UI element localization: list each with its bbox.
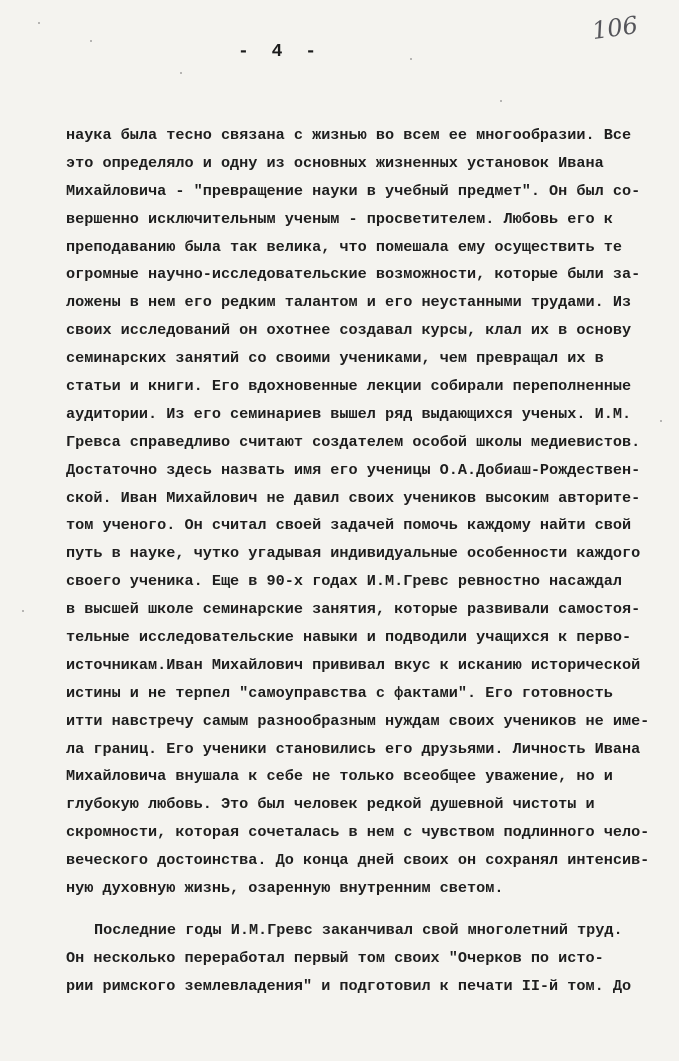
text-line: скромности, которая сочеталась в нем с чувством подлинного чело-: [66, 823, 650, 842]
scan-speck: [38, 22, 40, 24]
text-line: Гревса справедливо считают создателем особой школы медиевистов.: [66, 432, 641, 451]
text-line: своих исследований он охотнее создавал курсы, клал их в основу: [66, 321, 632, 340]
scan-speck: [22, 610, 24, 612]
scan-speck: [660, 420, 662, 422]
text-line: своего ученика. Еще в 90-х годах И.М.Гревс ревностно насаждал: [66, 572, 622, 591]
text-line: тельные исследовательские навыки и подводили учащихся к перво-: [66, 628, 632, 647]
text-line: наука была тесно связана с жизнью во всем ее многообразии. Все: [66, 126, 632, 144]
text-line: ла границ. Его ученики становились его друзьями. Личность Ивана: [66, 739, 641, 758]
text-line: аудитории. Из его семинариев вышел ряд выдающихся ученых. И.М.: [66, 404, 632, 423]
body-text: [66, 122, 672, 1001]
text-line: ской. Иван Михайлович не давил своих учеников высоким авторите-: [66, 488, 641, 507]
text-line: статьи и книги. Его вдохновенные лекции собирали переполненные: [66, 377, 632, 396]
text-line: вершенно исключительным ученым - просветителем. Любовь его к: [66, 209, 613, 228]
scan-speck: [180, 72, 182, 74]
paragraph-gap: [66, 903, 672, 917]
text-line: это определяло и одну из основных жизненных установок Ивана: [66, 153, 604, 172]
text-line: веческого достоинства. До конца дней своих он сохранял интенсив-: [66, 851, 650, 870]
text-line: источникам.Иван Михайлович прививал вкус к исканию исторической: [66, 655, 641, 674]
text-line: ную духовную жизнь, озаренную внутренним светом.: [66, 879, 504, 898]
text-line: ложены в нем его редким талантом и его неустанными трудами. Из: [66, 293, 632, 312]
text-line: путь в науке, чутко угадывая индивидуальные особенности каждого: [66, 544, 641, 563]
text-line: в высшей школе семинарские занятия, которые развивали самостоя-: [66, 600, 641, 619]
archive-number-mark: 106: [590, 10, 640, 46]
text-line: семинарских занятий со своими учениками, чем превращал их в: [66, 349, 604, 368]
text-line: рии римского землевладения" и подготовил к печати II-й том. До: [66, 976, 632, 995]
scan-speck: [90, 40, 92, 42]
text-line: том ученого. Он считал своей задачей помочь каждому найти свой: [66, 516, 632, 535]
scan-speck: [410, 58, 412, 60]
text-line: огромные научно-исследовательские возможности, которые были за-: [66, 265, 641, 284]
text-line: Последние годы И.М.Гревс заканчивал свой многолетний труд.: [94, 920, 623, 939]
text-line: Достаточно здесь назвать имя его ученицы О.А.Добиаш-Рождествен-: [66, 460, 641, 479]
text-line: итти навстречу самым разнообразным нуждам своих учеников не име-: [66, 711, 650, 730]
text-line: Михайловича - "превращение науки в учебный предмет". Он был со-: [66, 181, 641, 200]
text-line: Михайловича внушала к себе не только всеобщее уважение, но и: [66, 767, 613, 786]
page-number: - 4 -: [237, 42, 322, 62]
text-line: истины и не терпел "самоуправства с фактами". Его готовность: [66, 683, 613, 702]
text-line: преподаванию была так велика, что помешала ему осуществить те: [66, 237, 622, 256]
text-line: глубокую любовь. Это был человек редкой душевной чистоты и: [66, 795, 595, 814]
text-line: Он несколько переработал первый том своих "Очерков по исто-: [66, 948, 604, 967]
scan-speck: [500, 100, 502, 102]
